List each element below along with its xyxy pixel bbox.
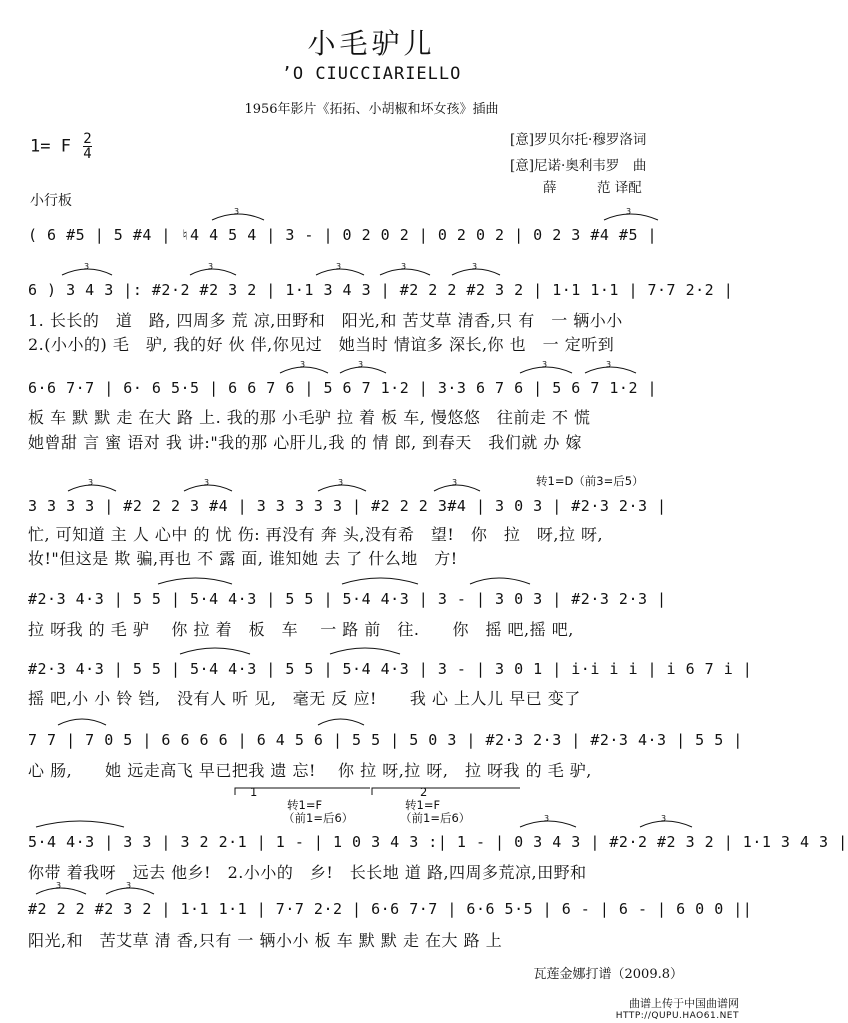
svg-text:3: 3 <box>401 262 407 271</box>
song-subtitle: ’O CIUCCIARIELLO <box>281 64 462 84</box>
volta-1-sub: （前1=后6） <box>283 811 354 825</box>
key-text: 1= F <box>30 136 71 157</box>
svg-text:3: 3 <box>204 478 210 487</box>
svg-text:3: 3 <box>300 360 306 369</box>
svg-text:3: 3 <box>234 207 240 216</box>
svg-text:3: 3 <box>626 207 632 216</box>
volta-2-number: 2 <box>420 785 428 799</box>
modulation-annotation: 转1=D（前3=后5） <box>536 474 644 488</box>
tempo-marking: 小行板 <box>30 193 72 209</box>
notation-system-3: 6·6 7·7 | 6· 6 5·5 | 6 6 7 6 | 5 6 7 1·2 | 3·3 6 7 6 | 5 6 7 1·2 | <box>28 379 658 397</box>
lyric-line-4-verse-1: 忙, 可知道 主 人 心中 的 忧 伤: 再没有 奔 头,没有希 望! 你 拉 呀,拉 呀, <box>28 525 604 544</box>
lyricist-credit: [意]罗贝尔托·穆罗洛词 <box>510 132 647 148</box>
notation-system-7: 7 7 | 7 0 5 | 6 6 6 6 | 6 4 5 6 | 5 5 | 5 0 3 | #2·3 2·3 | #2·3 4·3 | 5 5 | <box>28 731 743 749</box>
tie-arc <box>58 719 106 725</box>
volta-bracket-1 <box>235 788 370 795</box>
lyric-line-7: 心 肠, 她 远走高飞 早已把我 遗 忘! 你 拉 呀,拉 呀, 拉 呀我 的 毛 驴, <box>28 761 592 780</box>
volta-1-number: 1 <box>250 785 258 799</box>
song-title: 小毛驴儿 <box>307 27 436 60</box>
tie-arc <box>180 648 250 654</box>
watermark-line-1: 曲谱上传于中国曲谱网 <box>629 997 739 1010</box>
watermark-line-2: HTTP://QUPU.HAO61.NET <box>615 1011 739 1021</box>
tie-arc <box>342 578 418 584</box>
svg-text:3: 3 <box>452 478 458 487</box>
svg-text:3: 3 <box>336 262 342 271</box>
notation-system-1: ( 6 #5 | 5 #4 | ♮4 4 5 4 | 3 - | 0 2 0 2 | 0 2 0 2 | 0 2 3 #4 #5 | <box>28 226 658 244</box>
svg-text:3: 3 <box>208 262 214 271</box>
svg-text:3: 3 <box>661 814 667 823</box>
lyric-line-8: 你带 着我呀 远去 他乡! 2.小小的 乡! 长长地 道 路,四周多荒凉,田野和 <box>28 863 587 882</box>
volta-1-text: 转1=F <box>287 798 323 812</box>
volta-2-text: 转1=F <box>405 798 441 812</box>
lyric-line-5: 拉 呀我 的 毛 驴 你 拉 着 板 车 一 路 前 往. 你 摇 吧,摇 吧, <box>28 620 574 639</box>
tie-arc <box>318 719 364 725</box>
composer-credit: [意]尼诺·奥利韦罗 曲 <box>510 158 647 174</box>
svg-text:3: 3 <box>542 360 548 369</box>
svg-text:3: 3 <box>472 262 478 271</box>
lyric-line-6: 摇 吧,小 小 铃 铛, 没有人 听 见, 毫无 反 应! 我 心 上人儿 早已 变了 <box>28 689 581 708</box>
notation-system-6: #2·3 4·3 | 5 5 | 5·4 4·3 | 5 5 | 5·4 4·3 | 3 - | 3 0 1 | i·i i i | i 6 7 i | <box>28 660 753 678</box>
film-note: 1956年影片《拓拓、小胡椒和坏女孩》插曲 <box>244 102 499 117</box>
lyric-line-3-verse-2: 她曾甜 言 蜜 语对 我 讲:"我的那 心肝儿,我 的 情 郎, 到春天 我们就 办 嫁 <box>28 433 582 452</box>
volta-bracket-2 <box>372 788 520 795</box>
notation-system-2: 6 ) 3 4 3 |: #2·2 #2 3 2 | 1·1 3 4 3 | #2 2 2 #2 3 2 | 1·1 1·1 | 7·7 2·2 | <box>28 281 734 299</box>
notation-system-8: 5·4 4·3 | 3 3 | 3 2 2·1 | 1 - | 1 0 3 4 3 :| 1 - | 0 3 4 3 | #2·2 #2 3 2 | 1·1 3 4 3 | <box>28 833 848 851</box>
notation-system-5: #2·3 4·3 | 5 5 | 5·4 4·3 | 5 5 | 5·4 4·3 | 3 - | 3 0 3 | #2·3 2·3 | <box>28 590 667 608</box>
lyric-line-4-verse-2: 妆!"但这是 欺 骗,再也 不 露 面, 谁知她 去 了 什么地 方! <box>28 549 458 568</box>
time-numerator: 2 <box>83 131 92 147</box>
time-denominator: 4 <box>83 146 92 162</box>
tie-arc <box>470 578 530 584</box>
svg-text:3: 3 <box>338 478 344 487</box>
svg-text:3: 3 <box>606 360 612 369</box>
svg-text:3: 3 <box>358 360 364 369</box>
lyric-line-2-verse-1: 1. 长长的 道 路, 四周多 荒 凉,田野和 阳光,和 苦艾草 清香,只 有 一 辆小小 <box>28 311 623 330</box>
svg-text:3: 3 <box>84 262 90 271</box>
lyric-line-2-verse-2: 2.(小小的) 毛 驴, 我的好 伙 伴,你见过 她当时 情谊多 深长,你 也 一 定听到 <box>28 335 615 354</box>
svg-text:3: 3 <box>88 478 94 487</box>
lyric-line-3-verse-1: 板 车 默 默 走 在大 路 上. 我的那 小毛驴 拉 着 板 车, 慢悠悠 往前走 不 慌 <box>28 408 591 427</box>
translator-credit: 薛 范 译配 <box>543 180 642 196</box>
tie-arc <box>330 648 400 654</box>
tie-arc <box>36 821 124 827</box>
notation-system-4: 3 3 3 3 | #2 2 2 3 #4 | 3 3 3 3 3 | #2 2 2 3#4 | 3 0 3 | #2·3 2·3 | <box>28 497 667 515</box>
svg-text:3: 3 <box>56 881 62 890</box>
notation-system-9: #2 2 2 #2 3 2 | 1·1 1·1 | 7·7 2·2 | 6·6 7·7 | 6·6 5·5 | 6 - | 6 - | 6 0 0 || <box>28 900 753 918</box>
tie-arc <box>158 578 232 584</box>
volta-2-sub: （前1=后6） <box>400 811 471 825</box>
svg-text:3: 3 <box>544 814 550 823</box>
typeset-credit: 瓦莲金娜打谱（2009.8） <box>533 967 683 982</box>
svg-text:3: 3 <box>126 881 132 890</box>
lyric-line-9: 阳光,和 苦艾草 清 香,只有 一 辆小小 板 车 默 默 走 在大 路 上 <box>28 931 503 950</box>
